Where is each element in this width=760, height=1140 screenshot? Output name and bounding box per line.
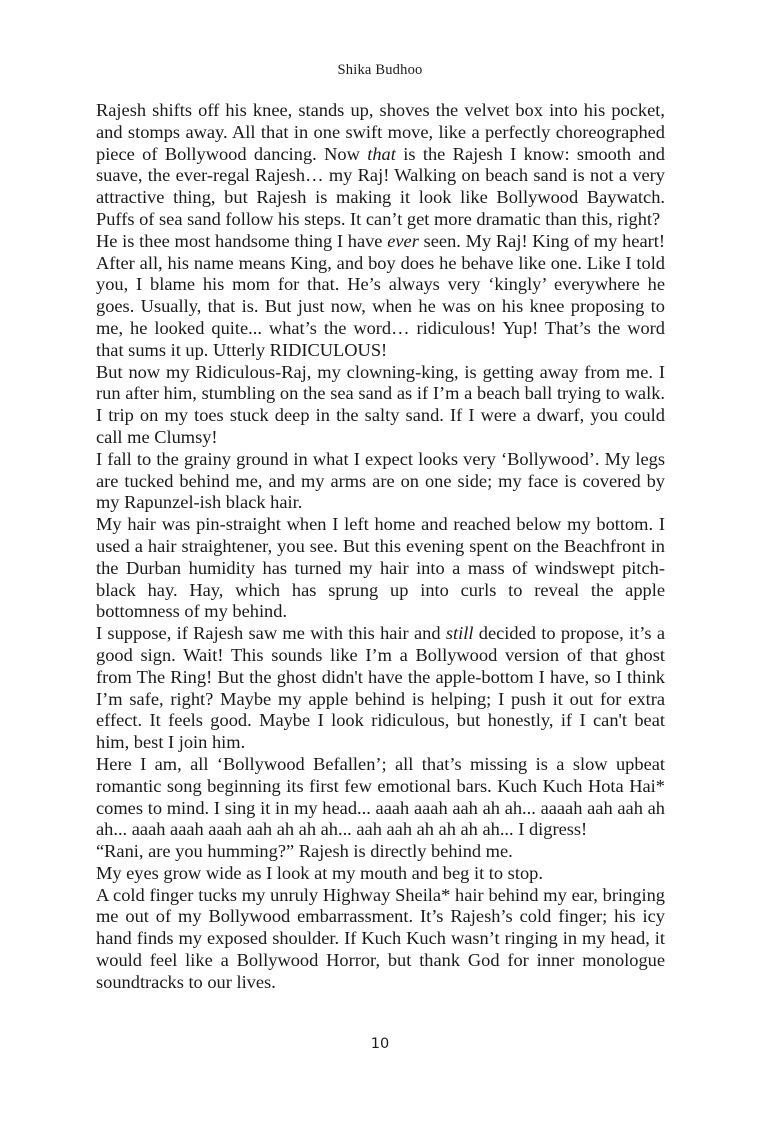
paragraph: A cold finger tucks my unruly Highway Sheila* hair behind my ear, bringing me out of my Bollywood embarrassment. It’s Rajesh’s cold finger; his icy hand finds my exposed shoulder. If Kuch Kuch wasn’t ringing in my head, it would feel like a Bollywood Horror, but thank God for inner monologue soundtracks to our lives. (96, 884, 665, 992)
paragraph: “Rani, are you humming?” Rajesh is directly behind me. (96, 841, 513, 862)
paragraph: I suppose, if Rajesh saw me with this hair and still decided to propose, it’s a good sign. Wait! This sounds like I’m a Bollywood version of that ghost from The Ring! But the ghost didn't have the apple-bottom I have, so I think I’m safe, right? Maybe my apple behind is helping; I push it out for extra effect. It feels good. Maybe I look ridiculous, but honestly, if I can't beat him, best I join him. (96, 623, 665, 753)
paragraph: He is thee most handsome thing I have ever seen. My Raj! King of my heart! After all, his name means King, and boy does he behave like one. Like I told you, I blame his mom for that. He’s always very ‘kingly’ everywhere he goes. Usually, that is. But just now, when he was on his knee proposing to me, he looked quite... what’s the word… ridiculous! Yup! That’s the word that sums it up. Utterly RIDICULOUS! (96, 230, 665, 360)
paragraph: My eyes grow wide as I look at my mouth and beg it to stop. (96, 862, 543, 883)
paragraph: Here I am, all ‘Bollywood Befallen’; all that’s missing is a slow upbeat romantic song beginning its first few emotional bars. Kuch Kuch Hota Hai* comes to mind. I sing it in my head... aaah aaah aah ah ah... aaaah aah aah ah ah... aaah aaah aaah aah ah ah ah... aah aah ah ah ah ah... I digress! (96, 753, 665, 840)
running-head-author: Shika Budhoo (337, 62, 423, 78)
paragraph: My hair was pin-straight when I left home and reached below my bottom. I used a hair straightener, you see. But this evening spent on the Beachfront in the Durban humidity has turned my hair into a mass of windswept pitch-black hay. Hay, which has sprung up into curls to reveal the apple bottomness of my behind. (96, 514, 665, 622)
page-number: 10 (370, 1036, 390, 1052)
paragraph: Rajesh shifts off his knee, stands up, shoves the velvet box into his pocket, and stomps away. All that in one swift move, like a perfectly choreographed piece of Bollywood dancing. Now that is the Rajesh I know: smooth and suave, the ever-regal Rajesh… my Raj! Walking on beach sand is not a very attractive thing, but Rajesh is making it look like Bollywood Baywatch. Puffs of sea sand follow his steps. It can’t get more dramatic than this, right? (96, 100, 665, 229)
paragraph: But now my Ridiculous-Raj, my clowning-king, is getting away from me. I run after him, stumbling on the sea sand as if I’m a beach ball trying to walk. I trip on my toes stuck deep in the salty sand. If I were a dwarf, you could call me Clumsy! (96, 361, 665, 447)
paragraph: I fall to the grainy ground in what I expect looks very ‘Bollywood’. My legs are tucked behind me, and my arms are on one side; my face is covered by my Rapunzel-ish black hair. (96, 448, 665, 513)
body-text (96, 100, 665, 994)
